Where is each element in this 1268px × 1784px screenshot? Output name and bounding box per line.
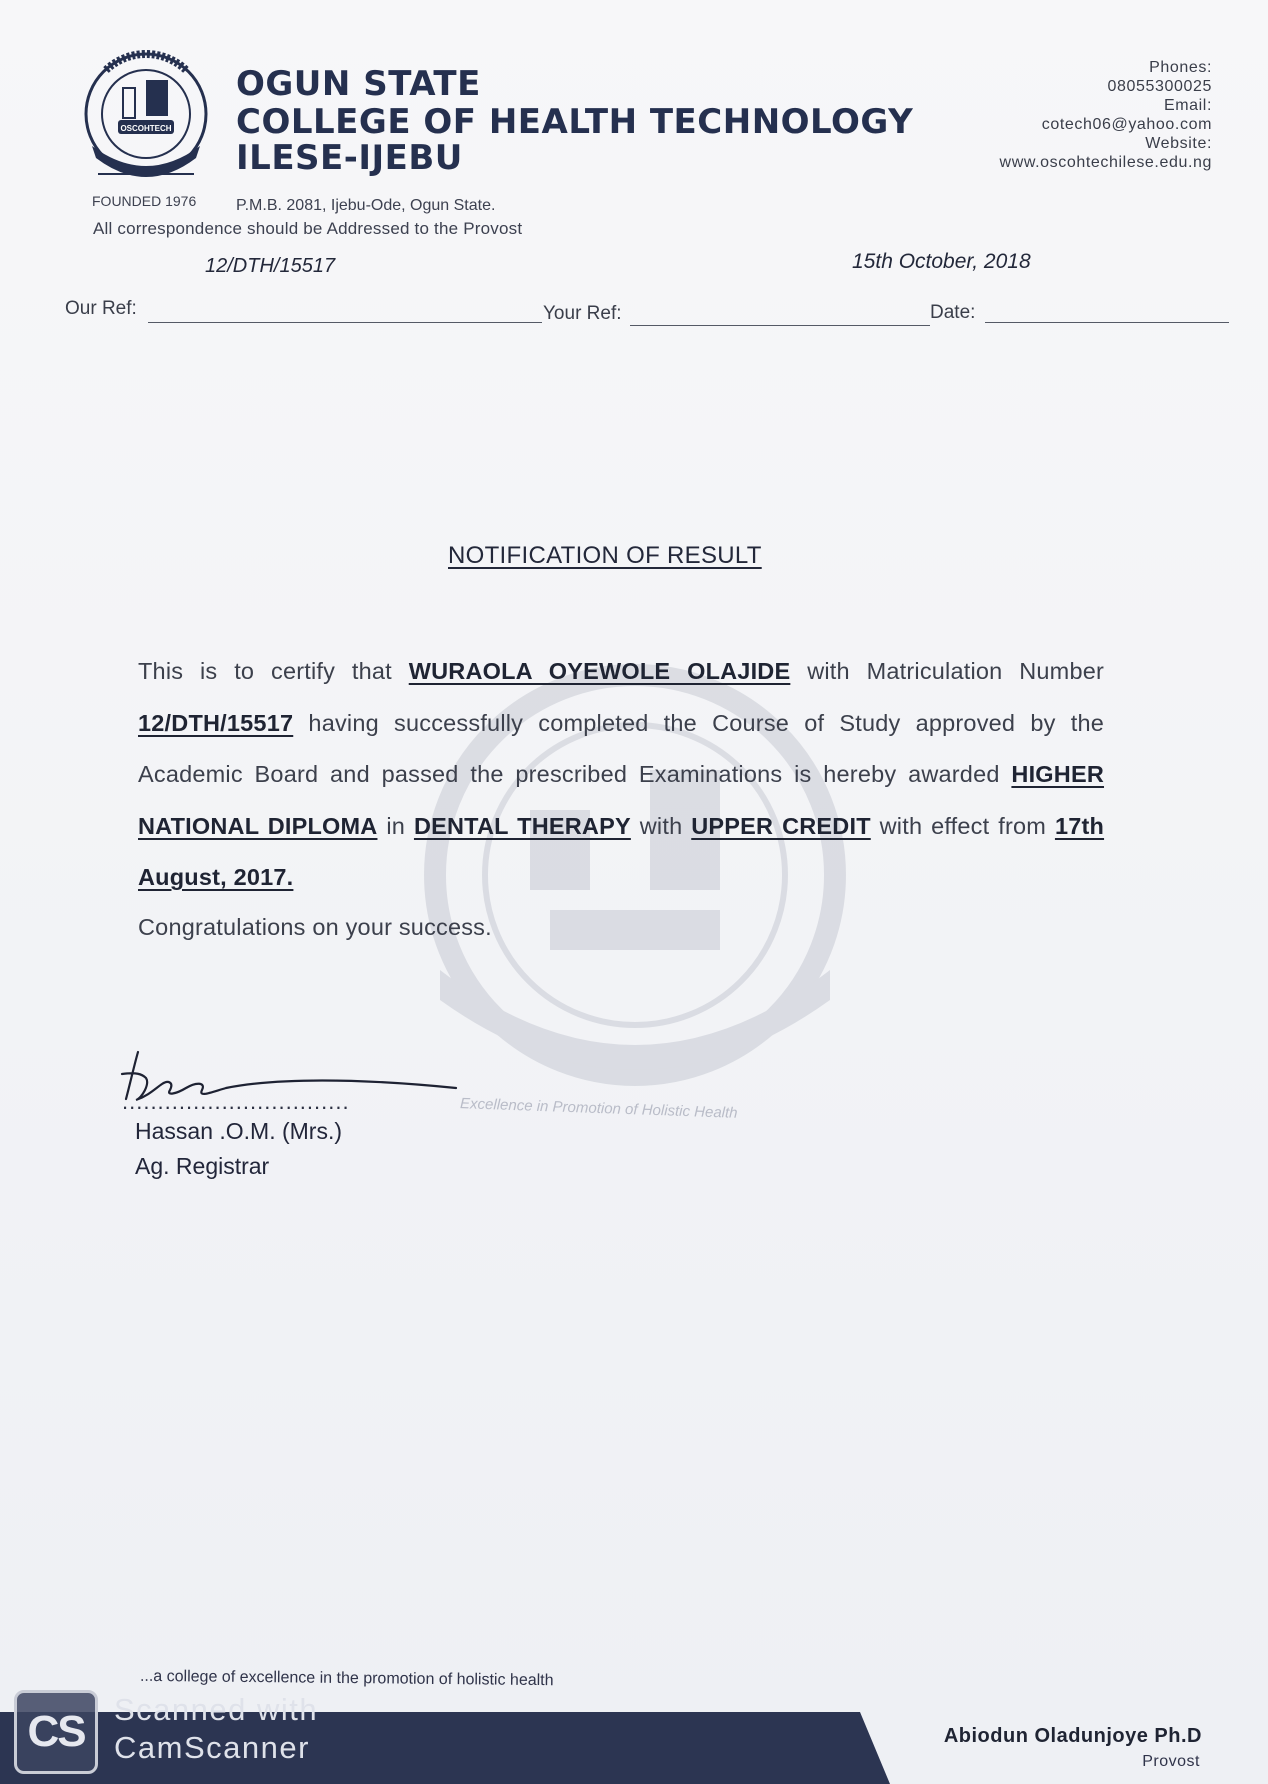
contact-block bbox=[1000, 58, 1212, 172]
phones-label: Phones: bbox=[1149, 59, 1212, 76]
body-text-5: with bbox=[639, 812, 683, 839]
matric-number: 12/DTH/15517 bbox=[138, 709, 294, 736]
watermark-motto: Excellence in Promotion of Holistic Health bbox=[459, 1095, 738, 1122]
college-name-line2: COLLEGE OF HEALTH TECHNOLOGY bbox=[236, 102, 914, 142]
college-name-line1: OGUN STATE bbox=[236, 64, 481, 104]
scanner-text-line2: CamScanner bbox=[114, 1730, 310, 1765]
college-name-line3: ILESE-IJEBU bbox=[236, 138, 463, 178]
student-name: WURAOLA OYEWOLE OLAJIDE bbox=[408, 658, 791, 684]
provost-name: Abiodun Oladunjoye Ph.D bbox=[943, 1725, 1202, 1747]
body-text-3: having successfully completed the Course of Study approved by the Academic Board and passed the prescribed Examinations is hereby awarded bbox=[138, 709, 1104, 787]
website-url: www.oscohtechilese.edu.ng bbox=[999, 154, 1212, 171]
effective-date: 17th August, 2017. bbox=[138, 812, 1105, 890]
svg-text:OSCOHTECH: OSCOHTECH bbox=[120, 124, 172, 133]
website-label: Website: bbox=[1145, 135, 1212, 152]
registrar-name: Hassan .O.M. (Mrs.) bbox=[135, 1118, 343, 1144]
email-label: Email: bbox=[1163, 97, 1212, 114]
college-seal-icon bbox=[78, 50, 214, 186]
postal-address: P.M.B. 2081, Ijebu-Ode, Ogun State. bbox=[236, 197, 496, 214]
scanner-text-line1: Scanned with bbox=[114, 1692, 319, 1727]
registrar-title: Ag. Registrar bbox=[135, 1153, 270, 1179]
body-text-4: in bbox=[386, 812, 406, 839]
founded-year: FOUNDED 1976 bbox=[92, 193, 197, 209]
congratulations-text: Congratulations on your success. bbox=[138, 914, 492, 940]
footer-tagline: ...a college of excellence in the promotion of holistic health bbox=[139, 1667, 554, 1690]
our-ref-label: Our Ref: bbox=[65, 298, 137, 319]
our-ref-value: 12/DTH/15517 bbox=[205, 255, 336, 277]
phone-number: 08055300025 bbox=[1107, 78, 1212, 95]
date-value: 15th October, 2018 bbox=[852, 250, 1031, 273]
signature-line: ................................ bbox=[122, 1089, 350, 1114]
grade: UPPER CREDIT bbox=[691, 812, 871, 839]
our-ref-line bbox=[148, 322, 542, 323]
award-name: HIGHER NATIONAL DIPLOMA bbox=[138, 761, 1105, 839]
your-ref-label: Your Ref: bbox=[543, 303, 622, 324]
correspondence-note: All correspondence should be Addressed to the Provost bbox=[93, 219, 523, 238]
body-text-6: with effect from bbox=[879, 812, 1047, 839]
document-title: NOTIFICATION OF RESULT bbox=[448, 542, 762, 569]
date-line bbox=[985, 322, 1229, 323]
date-label: Date: bbox=[930, 302, 976, 323]
your-ref-line bbox=[630, 325, 930, 326]
provost-title: Provost bbox=[1142, 1753, 1200, 1770]
email-address: cotech06@yahoo.com bbox=[1041, 116, 1212, 133]
body-text-1: This is to certify that bbox=[138, 658, 392, 684]
camscanner-logo-icon: CS bbox=[14, 1690, 98, 1774]
body-text-2: with Matriculation Number bbox=[807, 658, 1105, 684]
course-name: DENTAL THERAPY bbox=[413, 812, 631, 839]
certification-paragraph bbox=[138, 646, 1104, 904]
